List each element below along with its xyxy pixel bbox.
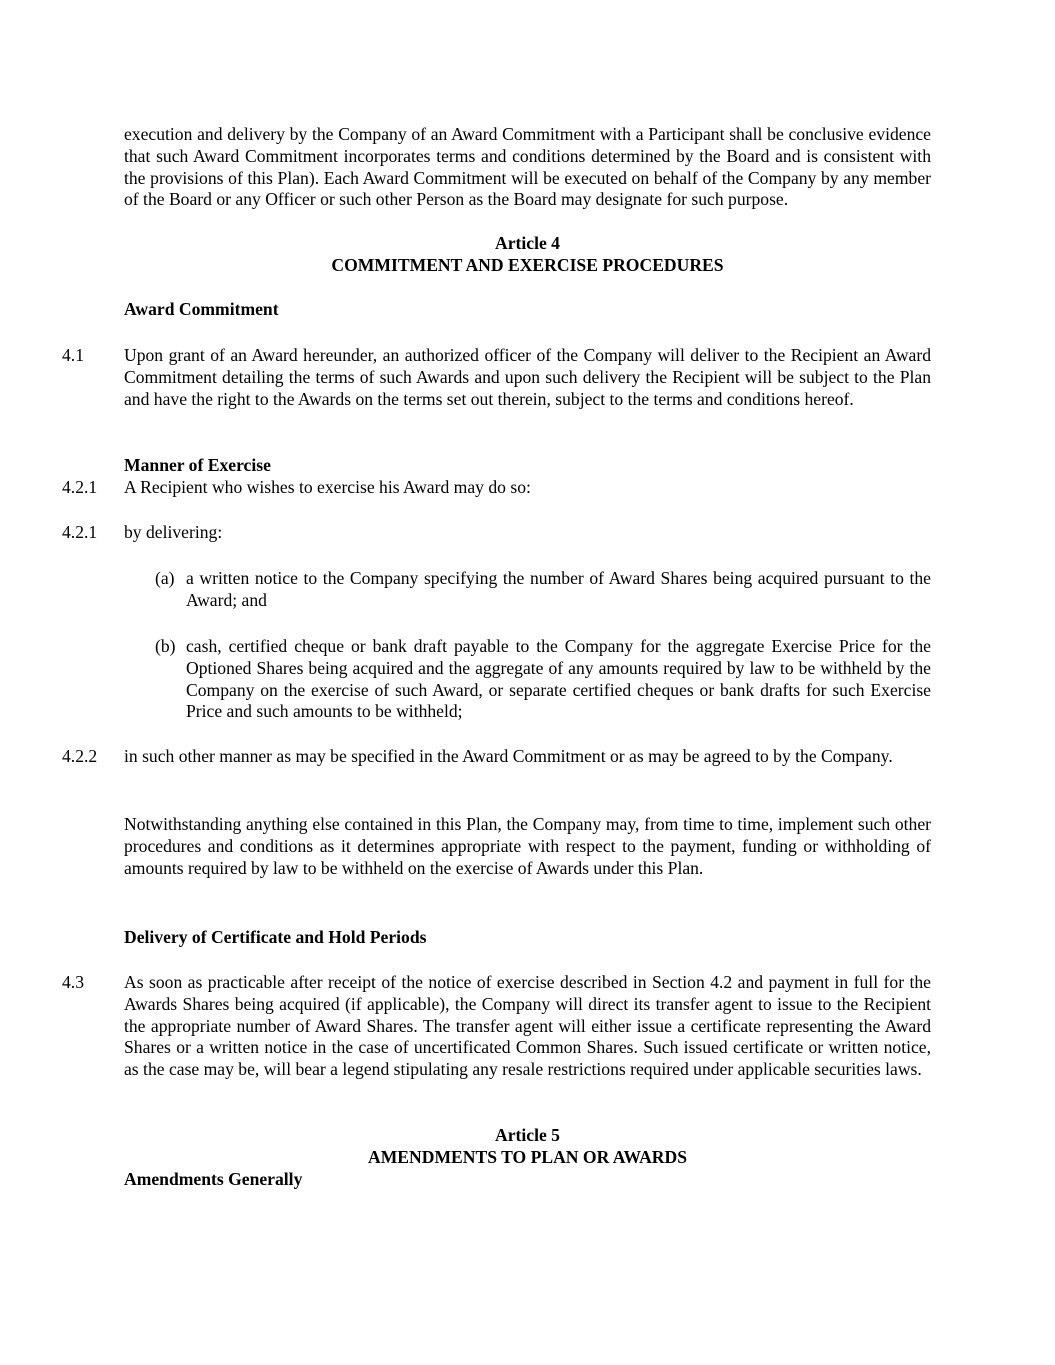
section-4-2-1-text: A Recipient who wishes to exercise his Award may do so: bbox=[124, 477, 531, 497]
section-number-4-3: 4.3 bbox=[62, 972, 84, 992]
sub-item-b-label: (b) bbox=[155, 636, 176, 656]
section-number-4-2-2: 4.2.2 bbox=[62, 746, 98, 766]
delivery-heading: Delivery of Certificate and Hold Periods bbox=[124, 927, 427, 947]
sub-item-a-label: (a) bbox=[155, 568, 175, 588]
award-commitment-heading: Award Commitment bbox=[124, 299, 279, 319]
intro-paragraph: execution and delivery by the Company of an Award Commitment with a Participant shall be conclusive evidence that such Award Commitment incorporates terms and conditions determined by the Board and is consistent with the provisions of this Plan). Each Award Commitment will be executed on behalf of the Company by any member of the Board or any Officer or such other Person as the Board may designate for such purpose. bbox=[124, 124, 931, 210]
article-4-number: Article 4 bbox=[495, 233, 560, 253]
section-number-4-2-1-second: 4.2.1 bbox=[62, 522, 98, 542]
article-4-title: COMMITMENT AND EXERCISE PROCEDURES bbox=[331, 255, 724, 275]
section-number-4-2-1: 4.2.1 bbox=[62, 477, 98, 497]
section-4-1-text: Upon grant of an Award hereunder, an authorized officer of the Company will deliver to the Recipient an Award Commitment detailing the terms of such Awards and upon such delivery the Recipient will be subject to the Plan and have the right to the Awards on the terms set out therein, subject to the terms and conditions hereof. bbox=[124, 345, 931, 409]
manner-of-exercise-heading: Manner of Exercise bbox=[124, 455, 271, 475]
amendments-generally-heading: Amendments Generally bbox=[124, 1169, 303, 1189]
section-4-2-2-text: in such other manner as may be specified in the Award Commitment or as may be agreed to by the Company. bbox=[124, 746, 893, 766]
by-delivering-text: by delivering: bbox=[124, 522, 223, 542]
sub-item-b-text: cash, certified cheque or bank draft payable to the Company for the aggregate Exercise Price for the Optioned Shares being acquired and the aggregate of any amounts required by law to be withheld by the Company on the exercise of such Award, or separate certified cheques or bank drafts for such Exercise Price and such amounts to be withheld; bbox=[186, 636, 931, 722]
sub-item-a-text: a written notice to the Company specifying the number of Award Shares being acquired pursuant to the Award; and bbox=[186, 568, 931, 610]
article-5-number: Article 5 bbox=[495, 1125, 560, 1145]
notwithstanding-paragraph: Notwithstanding anything else contained in this Plan, the Company may, from time to time, implement such other procedures and conditions as it determines appropriate with respect to the payment, funding or withholding of amounts required by law to be withheld on the exercise of Awards under this Plan. bbox=[124, 814, 931, 878]
section-4-3-text: As soon as practicable after receipt of the notice of exercise described in Section 4.2 and payment in full for the Awards Shares being acquired (if applicable), the Company will direct its transfer agent to issue to the Recipient the appropriate number of Award Shares. The transfer agent will either issue a certificate representing the Award Shares or a written notice in the case of uncertificated Common Shares. Such issued certificate or written notice, as the case may be, will bear a legend stipulating any resale restrictions required under applicable securities laws. bbox=[124, 972, 931, 1080]
article-5-title: AMENDMENTS TO PLAN OR AWARDS bbox=[367, 1147, 687, 1167]
section-number-4-1: 4.1 bbox=[62, 345, 84, 365]
